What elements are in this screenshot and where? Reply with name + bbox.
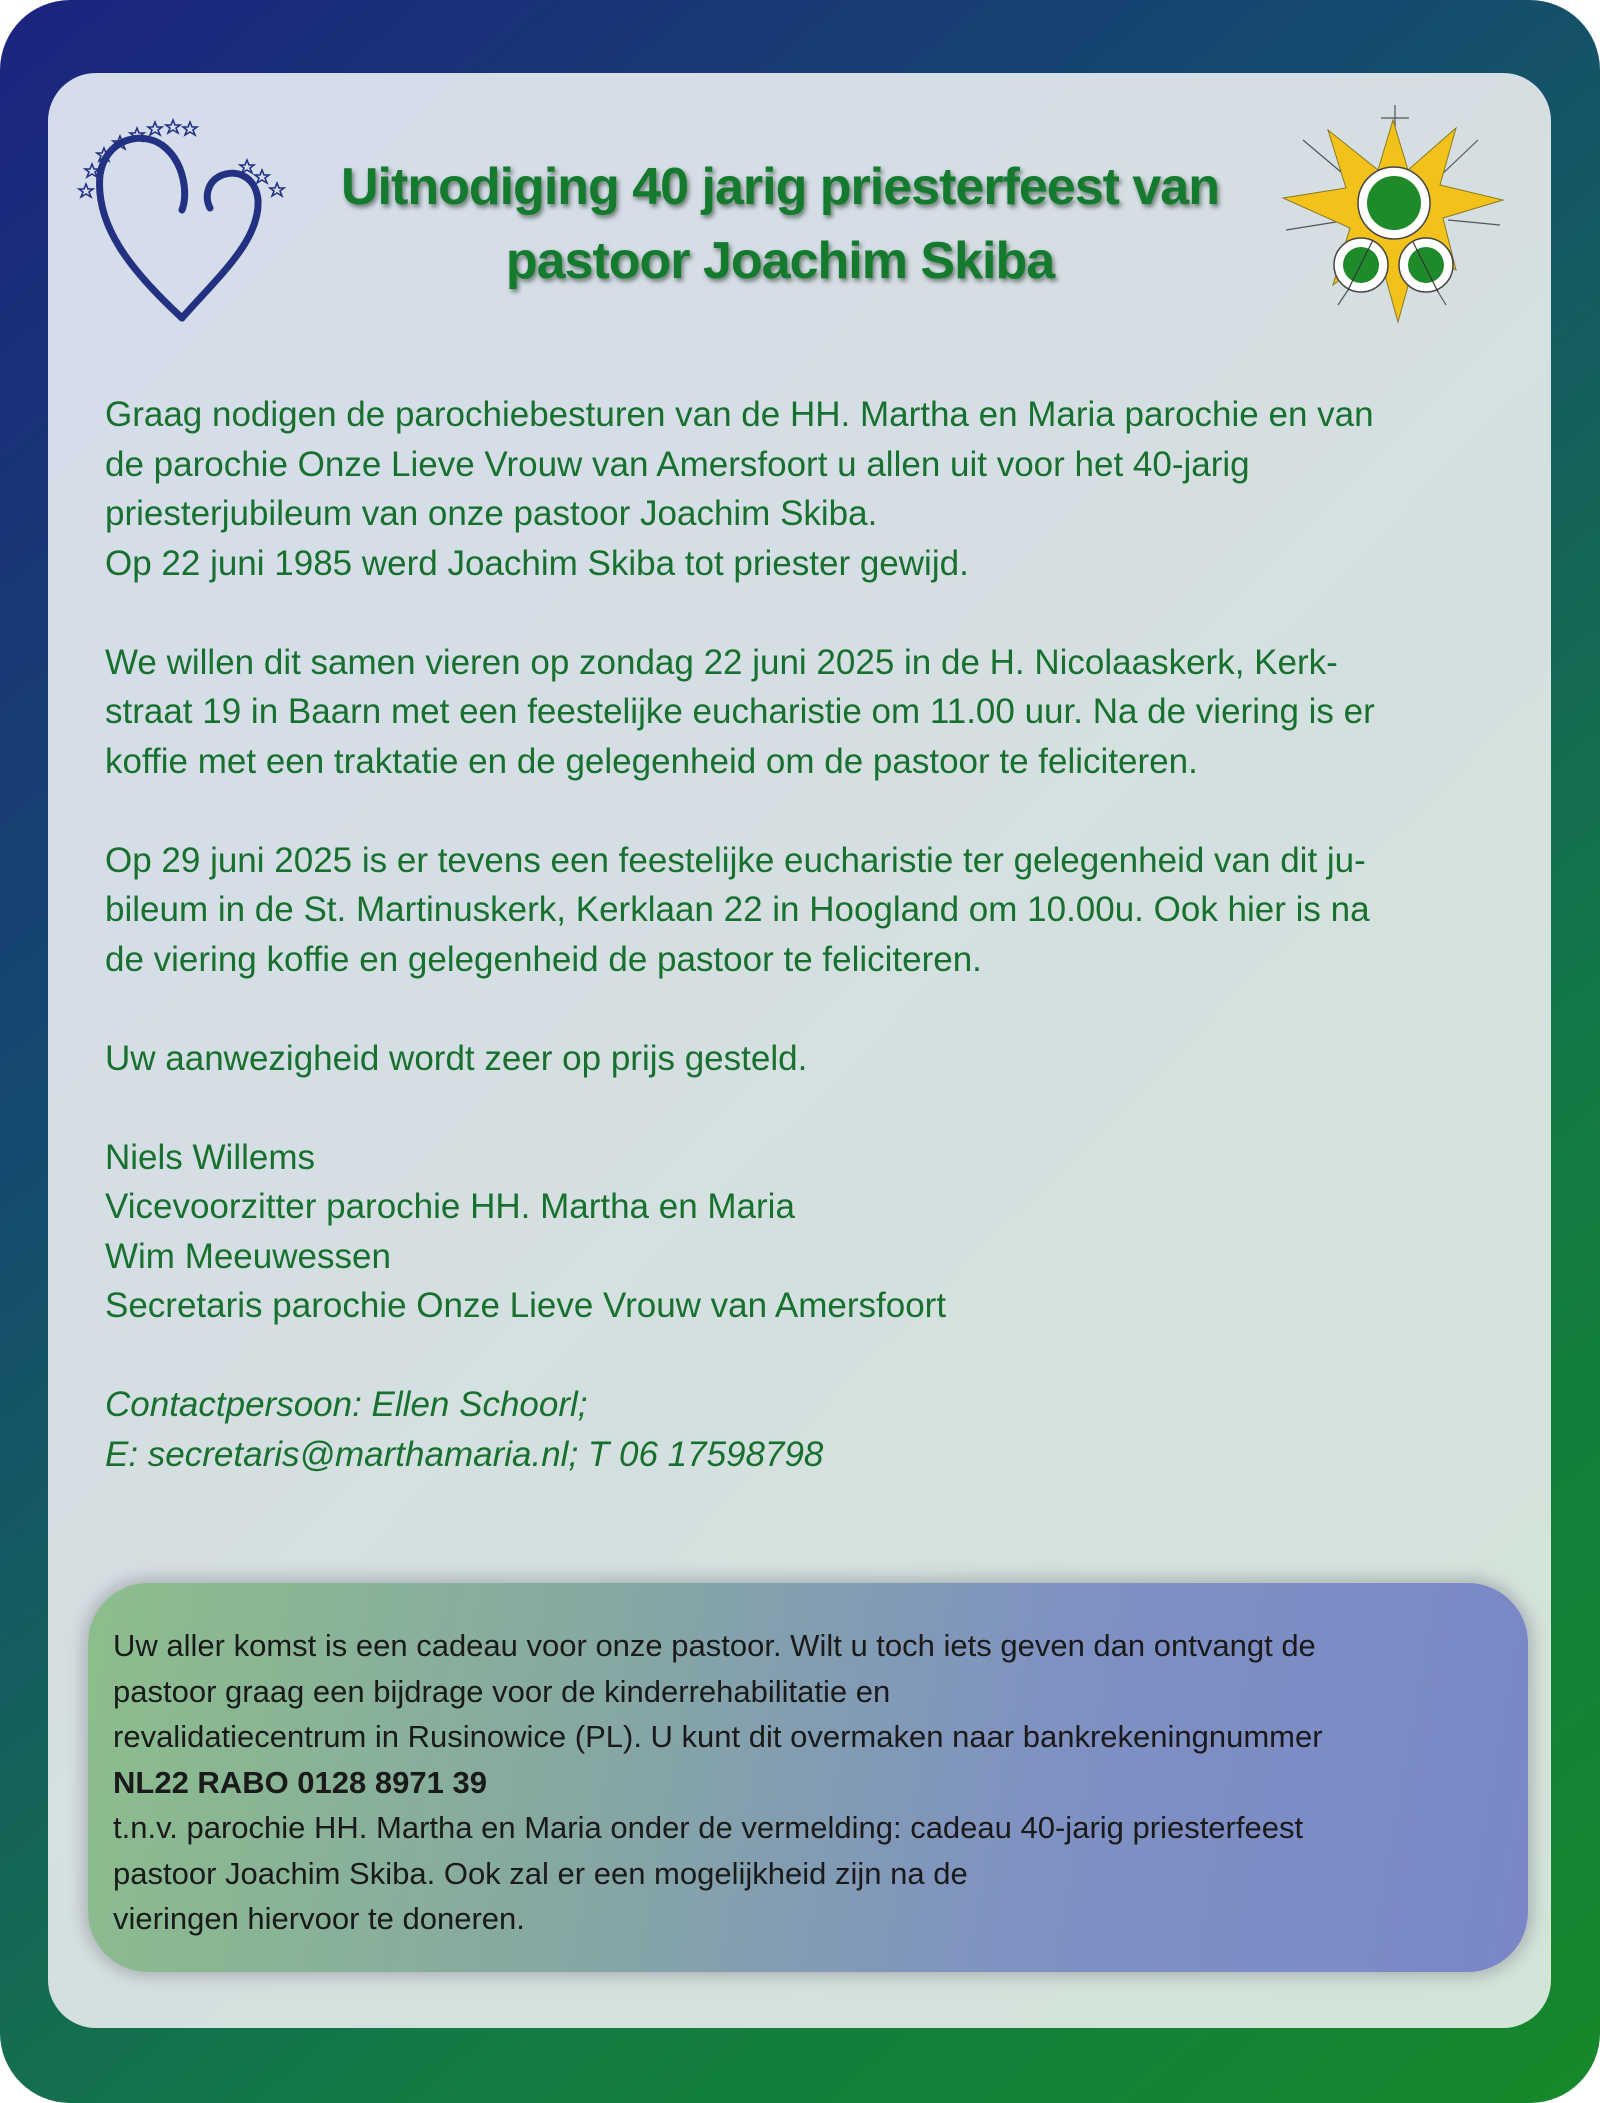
paragraph-closing <box>105 1034 1525 1084</box>
text-line: Uw aanwezigheid wordt zeer op prijs gesteld. <box>105 1038 808 1078</box>
title-line-2: pastoor Joachim Skiba <box>505 232 1055 290</box>
text-line: de parochie Onze Lieve Vrouw van Amersfoort u allen uit voor het 40-jarig <box>105 444 1250 484</box>
contact-email-phone: E: secretaris@marthamaria.nl; T 06 17598798 <box>105 1434 824 1474</box>
paragraph-baarn <box>105 638 1525 787</box>
donation-text <box>113 1623 1523 1942</box>
page-title <box>290 150 1270 298</box>
donation-line: t.n.v. parochie HH. Martha en Maria onder de vermelding: cadeau 40-jarig priesterfeest <box>113 1810 1304 1845</box>
contact-person: Contactpersoon: Ellen Schoorl; <box>105 1385 588 1424</box>
text-line: de viering koffie en gelegenheid de pastoor te feliciteren. <box>105 939 982 979</box>
invitation-body <box>105 390 1525 1529</box>
signature-name: Niels Willems <box>105 1137 315 1177</box>
text-line: priesterjubileum van onze pastoor Joachim Skiba. <box>105 494 878 533</box>
signature-name: Wim Meeuwessen <box>105 1236 391 1276</box>
donation-line: Uw aller komst is een cadeau voor onze pastoor. Wilt u toch iets geven dan ontvangt de <box>113 1628 1316 1663</box>
text-line: bileum in de St. Martinuskerk, Kerklaan 22 in Hoogland om 10.00u. Ook hier is na <box>105 890 1370 929</box>
donation-line: pastoor Joachim Skiba. Ook zal er een mogelijkheid zijn na de <box>113 1855 968 1891</box>
contact-info <box>105 1380 1525 1479</box>
signature-role: Vicevoorzitter parochie HH. Martha en Maria <box>105 1187 795 1226</box>
donation-line: vieringen hiervoor te doneren. <box>113 1901 525 1936</box>
title-line-1: Uitnodiging 40 jarig priesterfeest van <box>341 158 1219 216</box>
sun-with-circles-icon <box>1278 100 1508 330</box>
text-line: Op 29 juni 2025 is er tevens een feestelijke eucharistie ter gelegenheid van dit ju- <box>105 840 1366 880</box>
donation-line: pastoor graag een bijdrage voor de kinderrehabilitatie en <box>113 1673 891 1709</box>
text-line: Graag nodigen de parochiebesturen van de HH. Martha en Maria parochie en van <box>105 395 1374 434</box>
signatures <box>105 1133 1525 1331</box>
paragraph-hoogland <box>105 836 1525 985</box>
text-line: koffie met een traktatie en de gelegenheid om de pastoor te feliciteren. <box>105 741 1198 781</box>
signature-role: Secretaris parochie Onze Lieve Vrouw van Amersfoort <box>105 1286 947 1325</box>
paragraph-intro <box>105 390 1525 588</box>
donation-line: revalidatiecentrum in Rusinowice (PL). U kunt dit overmaken naar bankrekeningnummer <box>113 1719 1323 1754</box>
heart-with-stars-icon <box>70 100 300 330</box>
text-line: We willen dit samen vieren op zondag 22 juni 2025 in de H. Nicolaaskerk, Kerk- <box>105 642 1338 682</box>
text-line: Op 22 juni 1985 werd Joachim Skiba tot priester gewijd. <box>105 543 969 583</box>
bank-account-number: NL22 RABO 0128 8971 39 <box>113 1764 487 1800</box>
text-line: straat 19 in Baarn met een feestelijke eucharistie om 11.00 uur. Na de viering is er <box>105 692 1375 731</box>
